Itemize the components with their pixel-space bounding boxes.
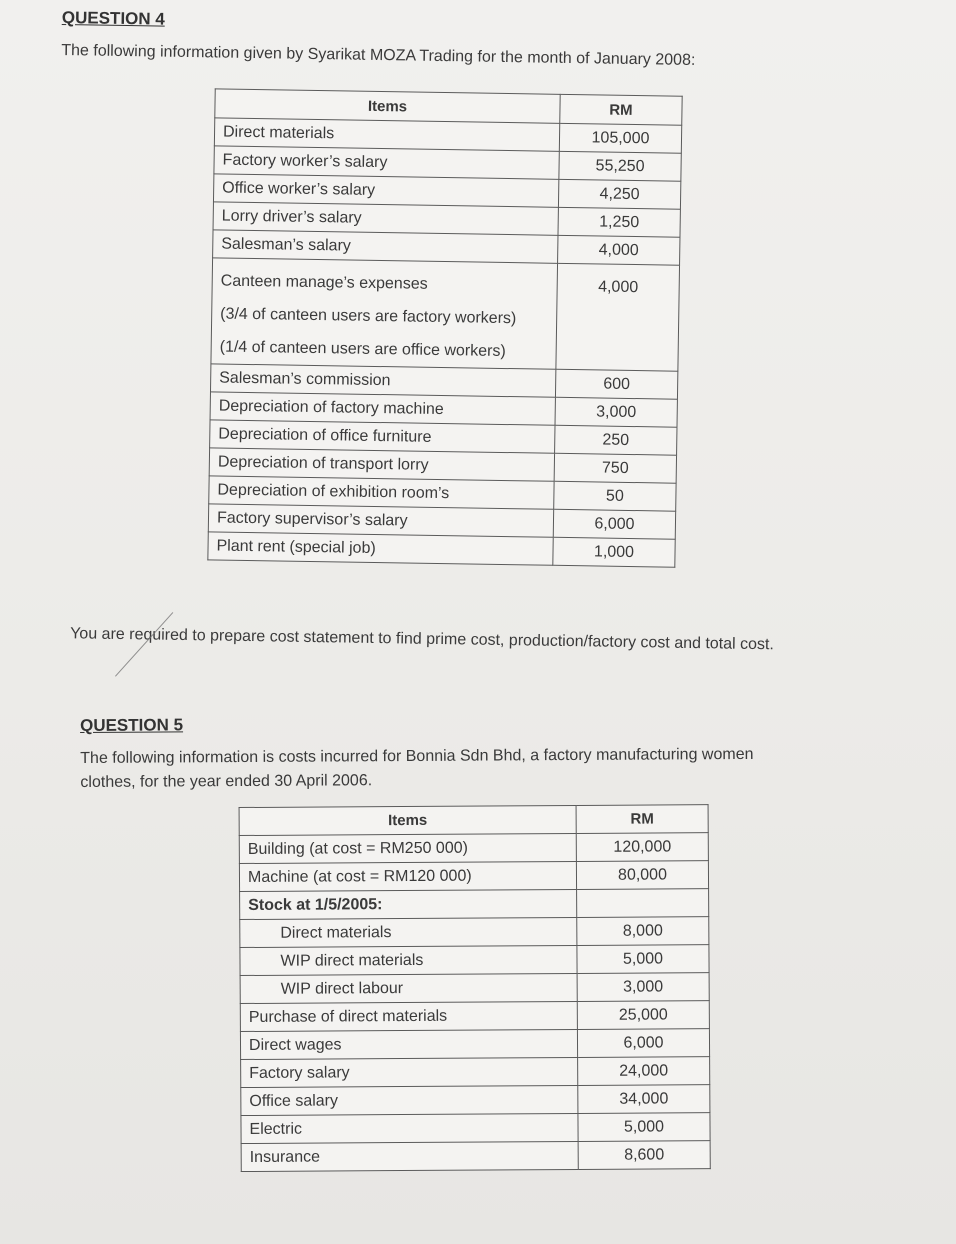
item-cell: Salesman’s salary bbox=[213, 230, 558, 263]
item-cell: Factory worker’s salary bbox=[214, 146, 559, 179]
table-row bbox=[241, 1113, 710, 1144]
table-row-stock-label bbox=[240, 889, 709, 920]
rm-cell: 250 bbox=[555, 425, 677, 455]
rm-cell: 25,000 bbox=[577, 1001, 709, 1030]
rm-cell: 4,000 bbox=[558, 235, 680, 265]
item-cell: Lorry driver’s salary bbox=[213, 202, 558, 235]
table-row bbox=[240, 973, 709, 1004]
items-header: Items bbox=[215, 89, 560, 123]
table-row bbox=[239, 861, 708, 892]
table-row bbox=[240, 1029, 709, 1060]
item-cell: Direct wages bbox=[240, 1029, 577, 1059]
rm-cell: 5,000 bbox=[578, 1113, 710, 1142]
item-cell: Salesman’s commission bbox=[210, 364, 555, 397]
canteen-line-3: (1/4 of canteen users are office workers) bbox=[219, 338, 506, 361]
question-5-heading: QUESTION 5 bbox=[80, 715, 184, 735]
item-cell: Depreciation of transport lorry bbox=[209, 448, 554, 481]
item-cell: Factory salary bbox=[241, 1057, 578, 1087]
rm-cell: 1,000 bbox=[553, 537, 675, 567]
item-cell: Factory supervisor’s salary bbox=[208, 504, 553, 537]
question-5-table bbox=[239, 804, 711, 1172]
rm-cell: 3,000 bbox=[555, 397, 677, 427]
item-cell: Depreciation of factory machine bbox=[210, 392, 555, 425]
rm-cell: 50 bbox=[554, 481, 676, 511]
rm-cell: 6,000 bbox=[553, 509, 675, 539]
item-cell: Depreciation of exhibition room’s bbox=[209, 476, 554, 509]
empty-cell bbox=[577, 889, 709, 918]
rm-cell: 55,250 bbox=[559, 151, 681, 181]
item-cell: Plant rent (special job) bbox=[208, 532, 553, 565]
item-cell: Office salary bbox=[241, 1085, 578, 1115]
rm-cell: 6,000 bbox=[577, 1029, 709, 1058]
question-5-intro-line-1: The following information is costs incurred for Bonnia Sdn Bhd, a factory manufacturing women bbox=[80, 745, 754, 767]
canteen-rm-cell: 4,000 bbox=[556, 263, 680, 371]
item-cell: Machine (at cost = RM120 000) bbox=[239, 861, 576, 891]
question-4-requirement: You are required to prepare cost statement to find prime cost, production/factory cost and total cost. bbox=[70, 625, 775, 654]
item-cell: Office worker’s salary bbox=[213, 174, 558, 207]
table-row bbox=[241, 1057, 710, 1088]
rm-cell: 8,600 bbox=[578, 1141, 710, 1170]
rm-cell: 750 bbox=[554, 453, 676, 483]
rm-cell: 4,250 bbox=[558, 179, 680, 209]
table-row bbox=[241, 1085, 710, 1116]
rm-cell: 5,000 bbox=[577, 945, 709, 974]
question-5-section bbox=[80, 711, 940, 1166]
item-cell: WIP direct materials bbox=[240, 945, 577, 975]
item-cell: Insurance bbox=[241, 1141, 578, 1171]
rm-cell: 120,000 bbox=[576, 833, 708, 862]
item-cell: Direct materials bbox=[214, 118, 559, 151]
question-4-table bbox=[207, 88, 682, 567]
item-cell: Electric bbox=[241, 1113, 578, 1143]
canteen-line-2: (3/4 of canteen users are factory workers) bbox=[220, 305, 517, 328]
canteen-item-cell bbox=[211, 258, 558, 369]
table-row bbox=[240, 1001, 709, 1032]
question-4-heading: QUESTION 4 bbox=[61, 8, 165, 29]
item-cell: Depreciation of office furniture bbox=[210, 420, 555, 453]
rm-cell: 3,000 bbox=[577, 973, 709, 1002]
question-5-intro-line-2: clothes, for the year ended 30 April 2006. bbox=[80, 772, 373, 791]
question-4-section bbox=[61, 8, 922, 654]
item-cell: Building (at cost = RM250 000) bbox=[239, 833, 576, 863]
table-header-row bbox=[239, 805, 708, 836]
rm-header: RM bbox=[576, 805, 708, 834]
rm-cell: 34,000 bbox=[578, 1085, 710, 1114]
table-row bbox=[240, 945, 709, 976]
stock-label-cell: Stock at 1/5/2005: bbox=[240, 889, 577, 919]
item-cell: Direct materials bbox=[240, 917, 577, 947]
canteen-line-1: Canteen manage’s expenses bbox=[220, 272, 428, 293]
table-row bbox=[208, 532, 675, 567]
rm-cell: 8,000 bbox=[577, 917, 709, 946]
rm-header: RM bbox=[560, 94, 682, 125]
table-row bbox=[240, 917, 709, 948]
table-row bbox=[241, 1141, 710, 1172]
rm-cell: 24,000 bbox=[578, 1057, 710, 1086]
table-row-canteen bbox=[211, 258, 680, 371]
question-4-intro: The following information given by Syarikat MOZA Trading for the month of January 2008: bbox=[61, 41, 696, 69]
rm-cell: 600 bbox=[555, 369, 677, 399]
table-row bbox=[239, 833, 708, 864]
rm-cell: 1,250 bbox=[558, 207, 680, 237]
rm-cell: 105,000 bbox=[559, 123, 681, 153]
item-cell: Purchase of direct materials bbox=[240, 1001, 577, 1031]
rm-cell: 80,000 bbox=[576, 861, 708, 890]
items-header: Items bbox=[239, 805, 576, 835]
item-cell: WIP direct labour bbox=[240, 973, 577, 1003]
